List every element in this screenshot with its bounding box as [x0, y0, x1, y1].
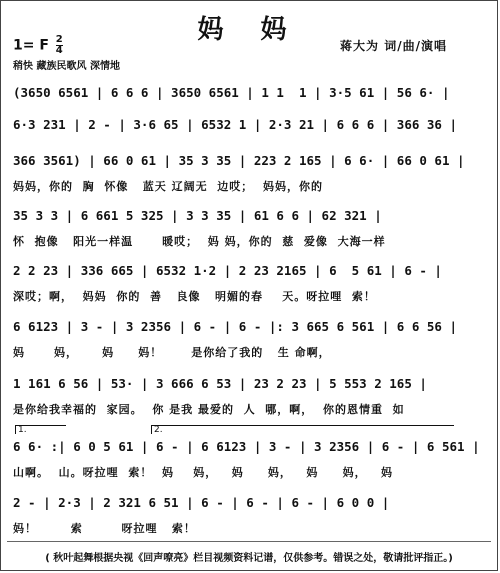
song-title: 妈 妈	[197, 15, 301, 45]
meter-top: 2	[55, 34, 63, 45]
music-line: (3650 6561 | 6 6 6 | 3650 6561 | 1 1 1 | 3·5 61 | 56 6· |	[13, 85, 450, 100]
time-signature	[56, 35, 63, 56]
lyric-line: 妈！ 索 呀拉哩 索！	[13, 522, 196, 535]
music-line: 6 6· :| 6 0 5 61 | 6 - | 6 6123 | 3 - | 3 2356 | 6 - | 6 561 |	[13, 439, 480, 454]
lyric-line: 是你给我幸福的 家园。 你 是我 最爱的 人 哪，啊， 你的恩情重 如	[13, 403, 405, 416]
key-text: 1= F	[13, 37, 49, 54]
key-signature	[13, 35, 63, 56]
volta-second: 2.	[151, 425, 454, 434]
lyric-line: 山啊。 山。呀拉哩 索！ 妈 妈， 妈 妈， 妈 妈， 妈	[13, 466, 394, 479]
credit-line: 蒋大为 词/曲/演唱	[340, 39, 447, 53]
lyric-line: 怀 抱像 阳光一样温 暖哎； 妈 妈，你的 慈 爱像 大海一样	[13, 235, 386, 248]
divider	[7, 541, 491, 542]
volta-first: 1.	[15, 425, 66, 434]
music-line: 2 - | 2·3 | 2 321 6 51 | 6 - | 6 - | 6 - | 6 0 0 |	[13, 495, 390, 510]
lyric-line: 深哎；啊， 妈妈 你的 善 良像 明媚的春 天。呀拉哩 索！	[13, 290, 376, 303]
music-line: 35 3 3 | 6 661 5 325 | 3 3 35 | 61 6 6 | 62 321 |	[13, 208, 382, 223]
tempo-style: 稍快 藏族民歌风 深情地	[13, 61, 120, 72]
lyric-line: 妈妈，你的 胸 怀像 蓝天 辽阔无 边哎； 妈妈，你的	[13, 180, 323, 193]
music-line: 6·3 231 | 2 - | 3·6 65 | 6532 1 | 2·3 21 | 6 6 6 | 366 36 |	[13, 117, 458, 132]
meter-bottom: 4	[55, 45, 63, 56]
footer-note: ( 秋叶起舞根据央视《回声嘹亮》栏目视频资料记谱，仅供参考。错误之处，敬请批评指正。)	[45, 553, 453, 564]
music-line: 6 6123 | 3 - | 3 2356 | 6 - | 6 - |: 3 665 6 561 | 6 6 56 |	[13, 319, 458, 334]
music-line: 366 3561) | 66 0 61 | 35 3 35 | 223 2 165 | 6 6· | 66 0 61 |	[13, 153, 465, 168]
music-line: 2 2 23 | 336 665 | 6532 1·2 | 2 23 2165 | 6 5 61 | 6 - |	[13, 263, 442, 278]
lyric-line: 妈 妈， 妈 妈！ 是你给了我的 生 命啊，	[13, 346, 331, 359]
music-line: 1 161 6 56 | 53· | 3 666 6 53 | 23 2 23 | 5 553 2 165 |	[13, 376, 427, 391]
